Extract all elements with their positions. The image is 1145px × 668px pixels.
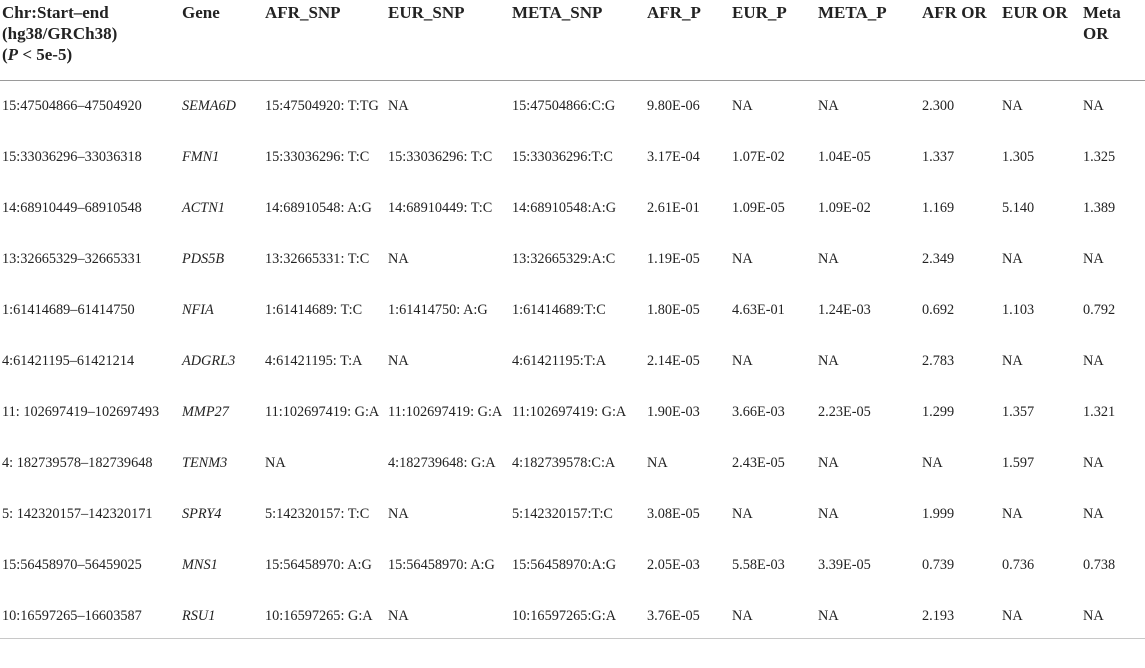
cell-eur-snp: 11:102697419: G:A xyxy=(388,403,503,420)
cell-region: 4: 182739578–182739648 xyxy=(2,454,153,471)
cell-eur-snp: 14:68910449: T:C xyxy=(388,199,493,216)
cell-gene: PDS5B xyxy=(182,250,225,267)
header-afr-snp: AFR_SNP xyxy=(263,0,386,81)
cell-afr-p: 2.05E-03 xyxy=(647,556,700,573)
cell-region: 10:16597265–16603587 xyxy=(0,591,180,639)
cell-meta-or: 1.321 xyxy=(1083,403,1116,420)
table-row xyxy=(0,438,1145,489)
header-region-line3 xyxy=(2,44,178,65)
cell-afr-or: 1.299 xyxy=(922,403,955,420)
cell-afr-or: 1.337 xyxy=(922,148,955,165)
cell-eur-p: 3.66E-03 xyxy=(732,403,785,420)
cell-meta-p: 1.04E-05 xyxy=(818,148,871,165)
cell-afr-snp: 15:47504920: T:TG xyxy=(265,98,379,114)
cell-eur-or: 1.597 xyxy=(1002,454,1035,471)
cell-meta-snp: 15:47504866:C:G xyxy=(512,98,616,114)
cell-region: 15:33036296–33036318 xyxy=(2,148,142,165)
cell-meta-snp: 15:33036296:T:C xyxy=(512,148,613,165)
cell-afr-p: 3.76E-05 xyxy=(645,591,730,639)
cell-meta-snp: 11:102697419: G:A xyxy=(512,403,627,420)
cell-afr-snp: 11:102697419: G:A xyxy=(265,403,380,420)
cell-eur-or: 1.305 xyxy=(1002,148,1035,165)
cell-afr-p: 2.14E-05 xyxy=(647,352,700,369)
cell-eur-or: NA xyxy=(1002,505,1023,522)
cell-meta-p: 2.23E-05 xyxy=(818,403,871,420)
header-eur-snp: EUR_SNP xyxy=(386,0,510,81)
cell-eur-or: 1.357 xyxy=(1002,403,1035,420)
table-body xyxy=(0,81,1145,639)
cell-region: 15:56458970–56459025 xyxy=(2,556,142,573)
header-afr-or: AFR OR xyxy=(920,0,1000,81)
cell-meta-p: NA xyxy=(818,250,839,267)
cell-meta-or: NA xyxy=(1081,591,1145,639)
cell-eur-or: 1.103 xyxy=(1002,301,1035,318)
cell-eur-or: NA xyxy=(1002,98,1023,114)
cell-afr-snp: 5:142320157: T:C xyxy=(265,505,370,522)
header-eur-or: EUR OR xyxy=(1000,0,1081,81)
cell-region: 5: 142320157–142320171 xyxy=(2,505,153,522)
table-row xyxy=(0,591,1145,639)
cell-gene: SPRY4 xyxy=(182,505,222,522)
cell-afr-or: 2.300 xyxy=(922,98,955,114)
cell-afr-or: 1.999 xyxy=(922,505,955,522)
header-meta-or: Meta OR xyxy=(1081,0,1145,81)
cell-eur-or: NA xyxy=(1002,250,1023,267)
cell-region: 14:68910449–68910548 xyxy=(2,199,142,216)
header-region-p-symbol: P xyxy=(7,45,19,64)
header-region xyxy=(0,0,180,81)
header-gene: Gene xyxy=(180,0,263,81)
cell-region: 4:61421195–61421214 xyxy=(2,352,135,369)
cell-eur-or: 5.140 xyxy=(1002,199,1035,216)
cell-gene: RSU1 xyxy=(180,591,263,639)
cell-eur-snp: 1:61414750: A:G xyxy=(388,301,488,318)
cell-meta-snp: 1:61414689:T:C xyxy=(512,301,606,318)
cell-afr-snp: 15:56458970: A:G xyxy=(265,556,372,573)
cell-meta-snp: 5:142320157:T:C xyxy=(512,505,613,522)
cell-afr-or: 2.349 xyxy=(922,250,955,267)
header-region-open-paren: ( xyxy=(2,45,8,64)
header-afr-p: AFR_P xyxy=(645,0,730,81)
cell-meta-or: 0.792 xyxy=(1083,301,1116,318)
cell-afr-p: 3.08E-05 xyxy=(647,505,700,522)
cell-meta-or: NA xyxy=(1083,98,1104,114)
cell-eur-p: 1.09E-05 xyxy=(732,199,785,216)
cell-eur-snp: 4:182739648: G:A xyxy=(388,454,496,471)
cell-meta-or: NA xyxy=(1083,505,1104,522)
header-meta-p: META_P xyxy=(816,0,920,81)
cell-eur-p: NA xyxy=(732,505,753,522)
cell-gene: MNS1 xyxy=(182,556,218,573)
cell-meta-p: 1.09E-02 xyxy=(818,199,871,216)
cell-gene: FMN1 xyxy=(182,148,220,165)
cell-gene: ADGRL3 xyxy=(182,352,236,369)
cell-meta-snp: 14:68910548:A:G xyxy=(512,199,617,216)
header-region-line2: (hg38/GRCh38) xyxy=(2,24,118,43)
cell-meta-or: 1.389 xyxy=(1083,199,1116,216)
cell-afr-p: 3.17E-04 xyxy=(647,148,700,165)
cell-afr-snp: 10:16597265: G:A xyxy=(263,591,386,639)
cell-gene: SEMA6D xyxy=(182,98,236,114)
cell-region: 13:32665329–32665331 xyxy=(2,250,142,267)
cell-eur-p: NA xyxy=(730,591,816,639)
cell-afr-or: 2.783 xyxy=(922,352,955,369)
cell-eur-p: 2.43E-05 xyxy=(732,454,785,471)
cell-meta-p: NA xyxy=(818,505,839,522)
cell-afr-or: 1.169 xyxy=(922,199,955,216)
cell-eur-snp: NA xyxy=(388,98,409,114)
cell-eur-p: NA xyxy=(732,98,753,114)
cell-eur-or: 0.736 xyxy=(1002,556,1035,573)
cell-region: 15:47504866–47504920 xyxy=(2,98,142,114)
cell-region: 1:61414689–61414750 xyxy=(2,301,135,318)
cell-afr-or: NA xyxy=(922,454,943,471)
cell-eur-or: NA xyxy=(1000,591,1081,639)
cell-afr-snp: NA xyxy=(265,454,286,471)
cell-gene: MMP27 xyxy=(182,403,229,420)
cell-region: 11: 102697419–102697493 xyxy=(2,403,160,420)
cell-meta-p: 3.39E-05 xyxy=(818,556,871,573)
cell-eur-or: NA xyxy=(1002,352,1023,369)
header-meta-snp: META_SNP xyxy=(510,0,645,81)
table-row xyxy=(0,132,1145,183)
table-row xyxy=(0,387,1145,438)
cell-meta-or: NA xyxy=(1083,250,1104,267)
table-row xyxy=(0,183,1145,234)
header-region-line1: Chr:Start–end xyxy=(2,3,109,22)
cell-eur-snp: NA xyxy=(388,250,409,267)
cell-meta-or: 1.325 xyxy=(1083,148,1116,165)
cell-gene: TENM3 xyxy=(182,454,228,471)
cell-meta-snp: 13:32665329:A:C xyxy=(512,250,616,267)
cell-eur-p: 4.63E-01 xyxy=(732,301,785,318)
cell-afr-snp: 4:61421195: T:A xyxy=(265,352,363,369)
cell-afr-snp: 14:68910548: A:G xyxy=(265,199,372,216)
cell-meta-p: NA xyxy=(818,454,839,471)
cell-eur-snp: 15:33036296: T:C xyxy=(388,148,493,165)
header-region-threshold: < 5e-5) xyxy=(18,45,73,64)
cell-eur-snp: 15:56458970: A:G xyxy=(388,556,495,573)
cell-eur-p: NA xyxy=(732,250,753,267)
cell-eur-p: 5.58E-03 xyxy=(732,556,785,573)
cell-afr-p: 9.80E-06 xyxy=(647,98,700,114)
cell-meta-p: NA xyxy=(818,352,839,369)
cell-eur-snp: NA xyxy=(386,591,510,639)
cell-meta-or: NA xyxy=(1083,352,1104,369)
table-header xyxy=(0,0,1145,81)
cell-afr-p: 1.19E-05 xyxy=(647,250,700,267)
cell-afr-p: 1.90E-03 xyxy=(647,403,700,420)
cell-meta-p: 1.24E-03 xyxy=(818,301,871,318)
cell-afr-p: 2.61E-01 xyxy=(647,199,700,216)
table-row xyxy=(0,540,1145,591)
cell-eur-p: 1.07E-02 xyxy=(732,148,785,165)
cell-meta-p: NA xyxy=(816,591,920,639)
cell-meta-snp: 10:16597265:G:A xyxy=(510,591,645,639)
table-row xyxy=(0,81,1145,132)
cell-eur-snp: NA xyxy=(388,505,409,522)
cell-eur-snp: NA xyxy=(388,352,409,369)
table-row xyxy=(0,489,1145,540)
header-row xyxy=(0,0,1145,81)
table-row xyxy=(0,336,1145,387)
cell-gene: NFIA xyxy=(182,301,214,318)
cell-meta-p: NA xyxy=(818,98,839,114)
cell-afr-or: 0.692 xyxy=(922,301,955,318)
cell-afr-snp: 13:32665331: T:C xyxy=(265,250,370,267)
cell-meta-snp: 4:182739578:C:A xyxy=(512,454,616,471)
cell-meta-snp: 15:56458970:A:G xyxy=(512,556,617,573)
cell-afr-snp: 15:33036296: T:C xyxy=(265,148,370,165)
cell-afr-or: 0.739 xyxy=(922,556,955,573)
cell-meta-or: NA xyxy=(1083,454,1104,471)
cell-afr-snp: 1:61414689: T:C xyxy=(265,301,363,318)
cell-gene: ACTN1 xyxy=(182,199,225,216)
table-row xyxy=(0,285,1145,336)
cell-afr-p: NA xyxy=(647,454,668,471)
cell-eur-p: NA xyxy=(732,352,753,369)
cell-afr-or: 2.193 xyxy=(920,591,1000,639)
table-row xyxy=(0,234,1145,285)
cell-meta-or: 0.738 xyxy=(1083,556,1116,573)
header-eur-p: EUR_P xyxy=(730,0,816,81)
cell-afr-p: 1.80E-05 xyxy=(647,301,700,318)
cell-meta-snp: 4:61421195:T:A xyxy=(512,352,607,369)
